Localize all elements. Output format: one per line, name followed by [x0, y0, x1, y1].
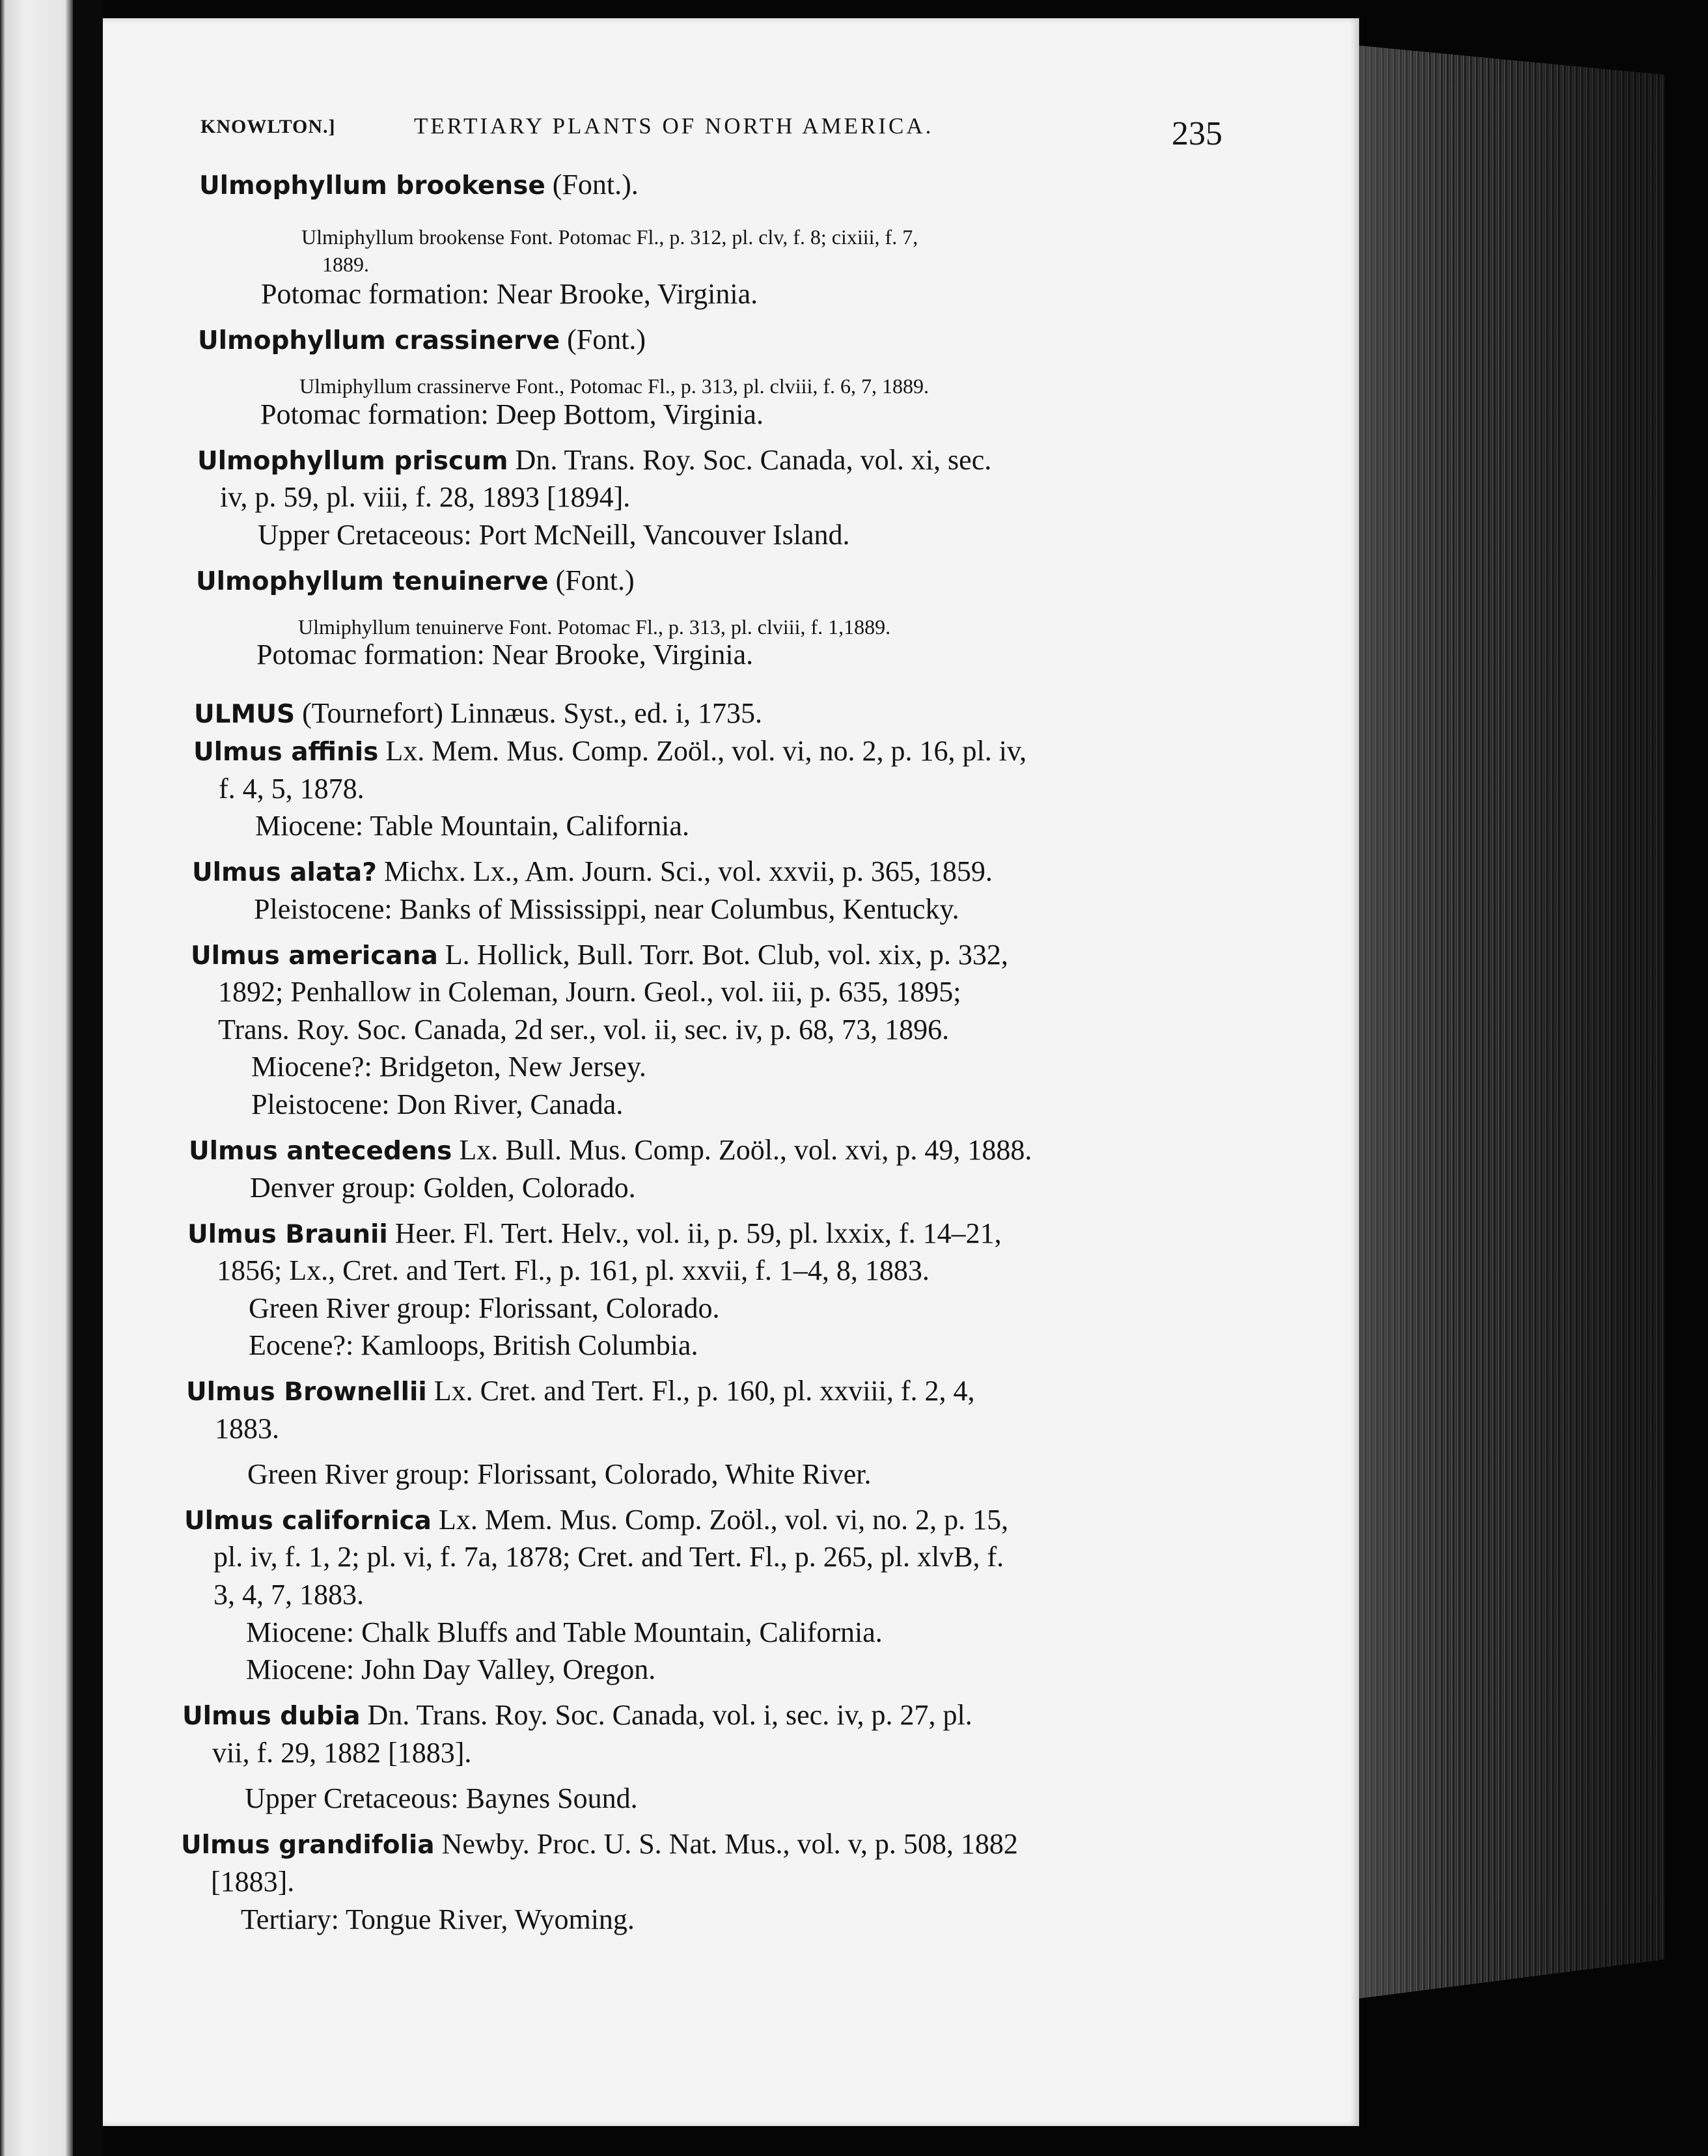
text-line: Ulmiphyllum tenuinerve Font. Potomac Fl., p. 313, pl. clviii, f. 1,1889. — [298, 615, 891, 639]
text-line: Ulmus alata? Michx. Lx., Am. Journ. Sci., vol. xxvii, p. 365, 1859. — [192, 855, 993, 887]
text-line: Miocene: John Day Valley, Oregon. — [246, 1653, 656, 1685]
text-line: Ulmus dubia Dn. Trans. Roy. Soc. Canada, vol. i, sec. iv, p. 27, pl. — [182, 1699, 972, 1731]
text-line: Ulmus californica Lx. Mem. Mus. Comp. Zoöl., vol. vi, no. 2, p. 15, — [184, 1504, 1009, 1536]
text-line: Ulmiphyllum brookense Font. Potomac Fl., p. 312, pl. clv, f. 8; cixiii, f. 7, — [301, 225, 918, 249]
book-page — [103, 18, 1359, 2126]
text-line: Pleistocene: Don River, Canada. — [251, 1088, 624, 1120]
running-head-author: KNOWLTON.] — [200, 116, 336, 137]
text-line: Upper Cretaceous: Baynes Sound. — [245, 1782, 638, 1814]
text-line: Ulmus grandifolia Newby. Proc. U. S. Nat. Mus., vol. v, p. 508, 1882 — [181, 1828, 1018, 1860]
text-line: Ulmophyllum brookense (Font.). — [199, 169, 639, 200]
text-line: Ulmophyllum crassinerve (Font.) — [198, 324, 646, 355]
facing-page-edge — [0, 0, 73, 2156]
text-line: 1889. — [322, 253, 369, 276]
text-line: Potomac formation: Deep Bottom, Virginia. — [260, 398, 764, 430]
text-line: Ulmophyllum priscum Dn. Trans. Roy. Soc. Canada, vol. xi, sec. — [197, 444, 992, 476]
text-line: Green River group: Florissant, Colorado, White River. — [247, 1458, 872, 1490]
text-line: Trans. Roy. Soc. Canada, 2d ser., vol. ii, sec. iv, p. 68, 73, 1896. — [218, 1014, 950, 1045]
text-line: Potomac formation: Near Brooke, Virginia. — [261, 278, 758, 310]
text-line: Ulmophyllum tenuinerve (Font.) — [196, 564, 635, 596]
text-line: [1883]. — [211, 1866, 295, 1898]
book-gutter — [73, 0, 103, 2156]
text-line: 1883. — [215, 1413, 279, 1444]
text-line: iv, p. 59, pl. viii, f. 28, 1893 [1894]. — [220, 481, 631, 513]
text-line: Ulmus antecedens Lx. Bull. Mus. Comp. Zoöl., vol. xvi, p. 49, 1888. — [189, 1134, 1032, 1166]
text-line: Ulmus affinis Lx. Mem. Mus. Comp. Zoöl., vol. vi, no. 2, p. 16, pl. iv, — [193, 735, 1027, 767]
text-line: Miocene: Table Mountain, California. — [255, 810, 689, 842]
text-line: 1892; Penhallow in Coleman, Journ. Geol., vol. iii, p. 635, 1895; — [218, 976, 961, 1008]
text-line: pl. iv, f. 1, 2; pl. vi, f. 7a, 1878; Cret. and Tert. Fl., p. 265, pl. xlvB, f. — [214, 1541, 1004, 1573]
page-number: 235 — [1172, 115, 1222, 152]
text-line: Ulmus Brownellii Lx. Cret. and Tert. Fl., p. 160, pl. xxviii, f. 2, 4, — [186, 1375, 975, 1407]
text-line: Miocene: Chalk Bluffs and Table Mountain, California. — [246, 1616, 883, 1648]
running-head-title: TERTIARY PLANTS OF NORTH AMERICA. — [414, 113, 934, 139]
page-stack-shadow — [1359, 46, 1665, 1998]
text-line: Miocene?: Bridgeton, New Jersey. — [251, 1051, 646, 1083]
text-line: Eocene?: Kamloops, British Columbia. — [249, 1329, 698, 1361]
text-line: f. 4, 5, 1878. — [219, 773, 365, 805]
text-line: ULMUS (Tournefort) Linnæus. Syst., ed. i, 1735. — [194, 697, 763, 729]
text-line: 1856; Lx., Cret. and Tert. Fl., p. 161, pl. xxvii, f. 1–4, 8, 1883. — [217, 1254, 930, 1286]
text-line: vii, f. 29, 1882 [1883]. — [212, 1737, 472, 1769]
text-line: Denver group: Golden, Colorado. — [250, 1172, 636, 1204]
text-line: Ulmiphyllum crassinerve Font., Potomac Fl., p. 313, pl. clviii, f. 6, 7, 1889. — [299, 374, 930, 398]
text-line: Tertiary: Tongue River, Wyoming. — [241, 1903, 635, 1935]
text-line: Green River group: Florissant, Colorado. — [249, 1292, 720, 1324]
text-line: Ulmus americana L. Hollick, Bull. Torr. Bot. Club, vol. xix, p. 332, — [191, 939, 1008, 971]
text-line: Potomac formation: Near Brooke, Virginia. — [256, 639, 754, 670]
text-line: Ulmus Braunii Heer. Fl. Tert. Helv., vol. ii, p. 59, pl. lxxix, f. 14–21, — [187, 1217, 1002, 1249]
text-line: 3, 4, 7, 1883. — [214, 1579, 364, 1610]
text-line: Upper Cretaceous: Port McNeill, Vancouver Island. — [258, 519, 850, 551]
text-line: Pleistocene: Banks of Mississippi, near Columbus, Kentucky. — [254, 893, 959, 925]
